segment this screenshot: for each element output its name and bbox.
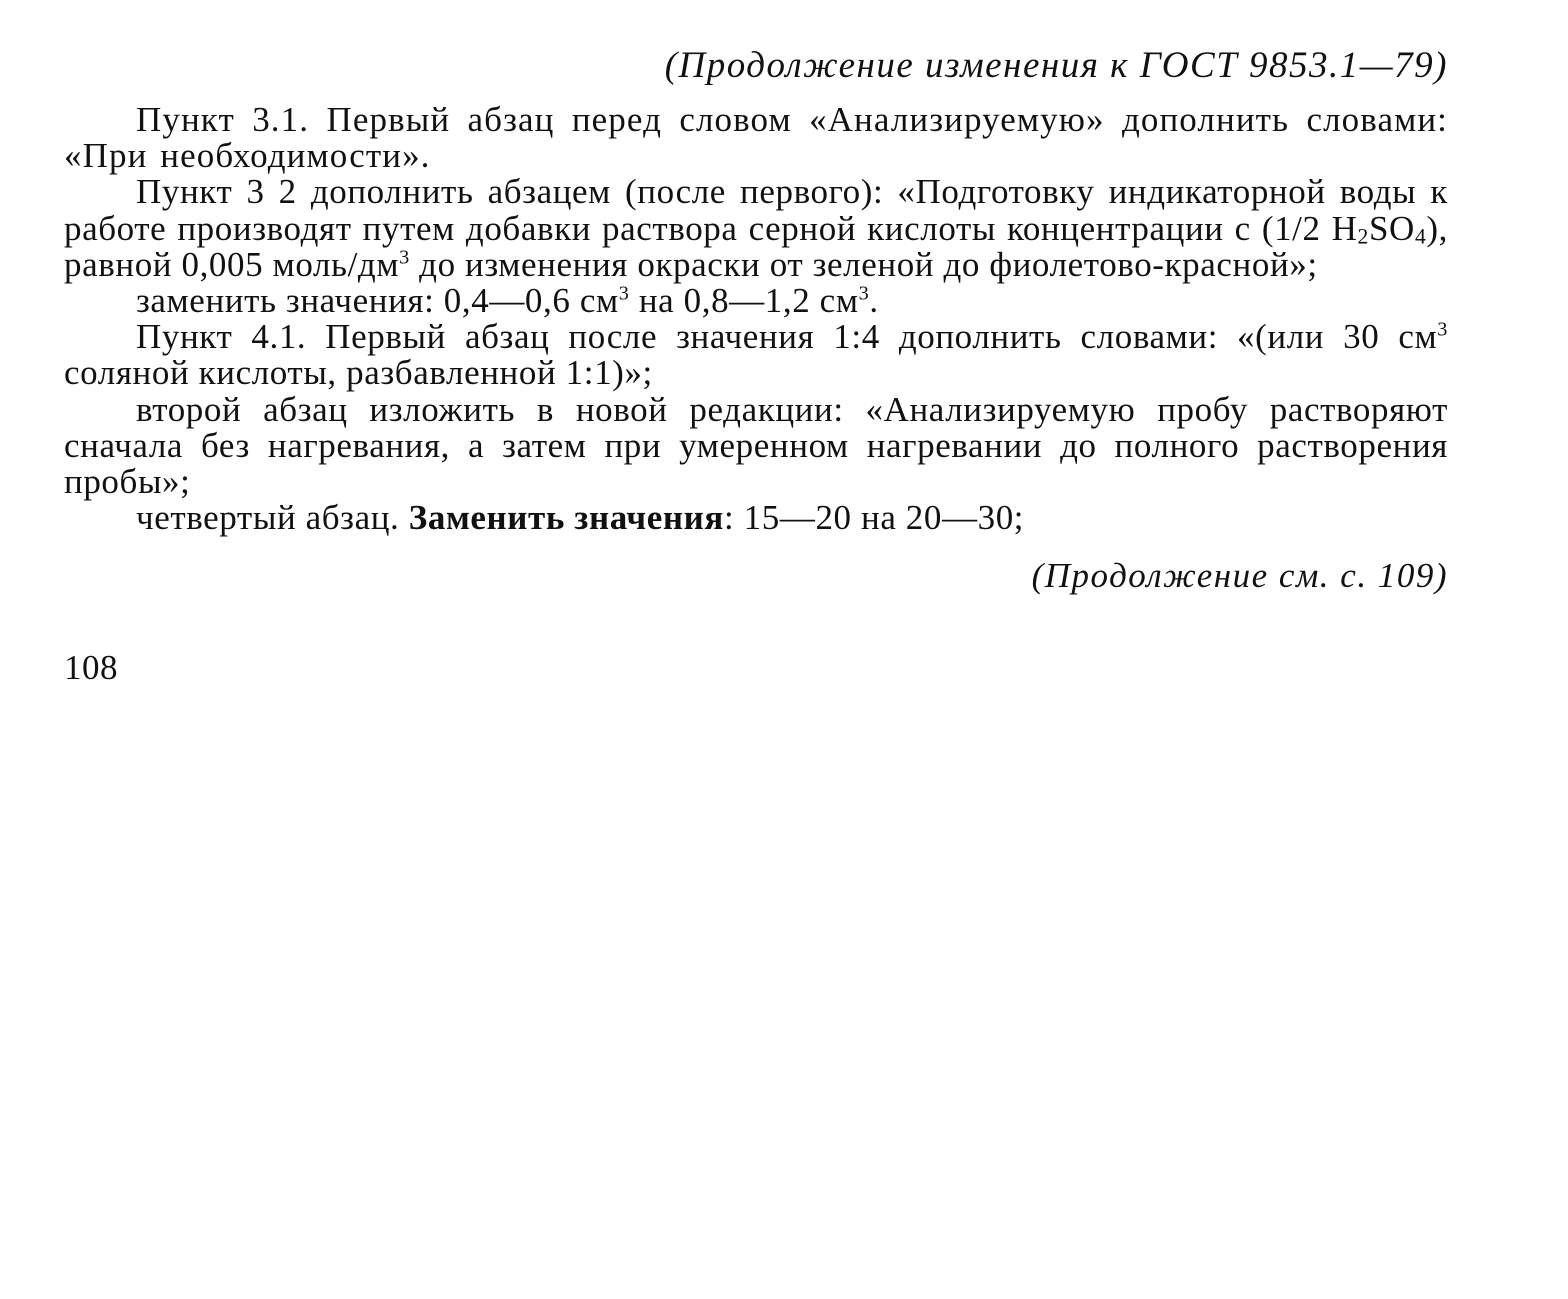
- p6-text-2: : 15—20 на 20—30;: [723, 498, 1025, 538]
- p3-text-2: на 0,8—1,2 см: [629, 281, 859, 321]
- p3-superscript-2: 3: [858, 282, 870, 305]
- p2-text-1: Пункт 3 2 дополнить абзацем (после первого): «Подготовку индикаторной воды к работе производят путем добавки раствора серной кислоты концентрации с (1/2 H: [64, 172, 1448, 248]
- p4-text-2: соляной кислоты, разбавленной 1:1)»;: [64, 353, 653, 393]
- paragraph-replace-values-1: [64, 283, 1448, 319]
- p3-superscript-1: 3: [618, 282, 630, 305]
- paragraph-clause-4-1: [64, 319, 1448, 391]
- paragraph-second-abzac: второй абзац изложить в новой редакции: «Анализируемую пробу растворяют сначала без нагревания, а затем при умеренном нагревании до полного растворения пробы»;: [64, 389, 1448, 502]
- paragraph-clause-3-2: [64, 174, 1448, 283]
- p4-superscript-1: 3: [1437, 318, 1448, 341]
- p3-text-3: .: [869, 281, 879, 321]
- p3-text-1: заменить значения: 0,4—0,6 см: [136, 281, 619, 321]
- p2-text-3: ), равной 0,005 моль/дм: [64, 208, 1448, 284]
- paragraph-clause-3-1: Пункт 3.1. Первый абзац перед словом «Анализируемую» дополнить словами: «При необходимости».: [64, 100, 1448, 176]
- p6-bold-text: Заменить значения: [408, 498, 724, 538]
- continuation-header: (Продолжение изменения к ГОСТ 9853.1—79): [664, 45, 1448, 86]
- paragraph-fourth-abzac: [64, 500, 1448, 536]
- p2-text-4: до изменения окраски от зеленой до фиолетово-красной»;: [409, 244, 1318, 284]
- p2-text-2: SO: [1368, 208, 1415, 248]
- document-page: [64, 40, 1448, 596]
- p2-superscript-1: 3: [399, 246, 410, 269]
- p4-text-1: Пункт 4.1. Первый абзац после значения 1:4 дополнить словами: «(или 30 см: [136, 317, 1438, 357]
- p2-subscript-2: 4: [1414, 223, 1427, 248]
- p2-subscript-1: 2: [1357, 223, 1369, 248]
- p6-text-1: четвертый абзац.: [136, 498, 409, 538]
- page-number: 108: [64, 648, 118, 687]
- continuation-footer: (Продолжение см. с. 109): [1031, 556, 1448, 596]
